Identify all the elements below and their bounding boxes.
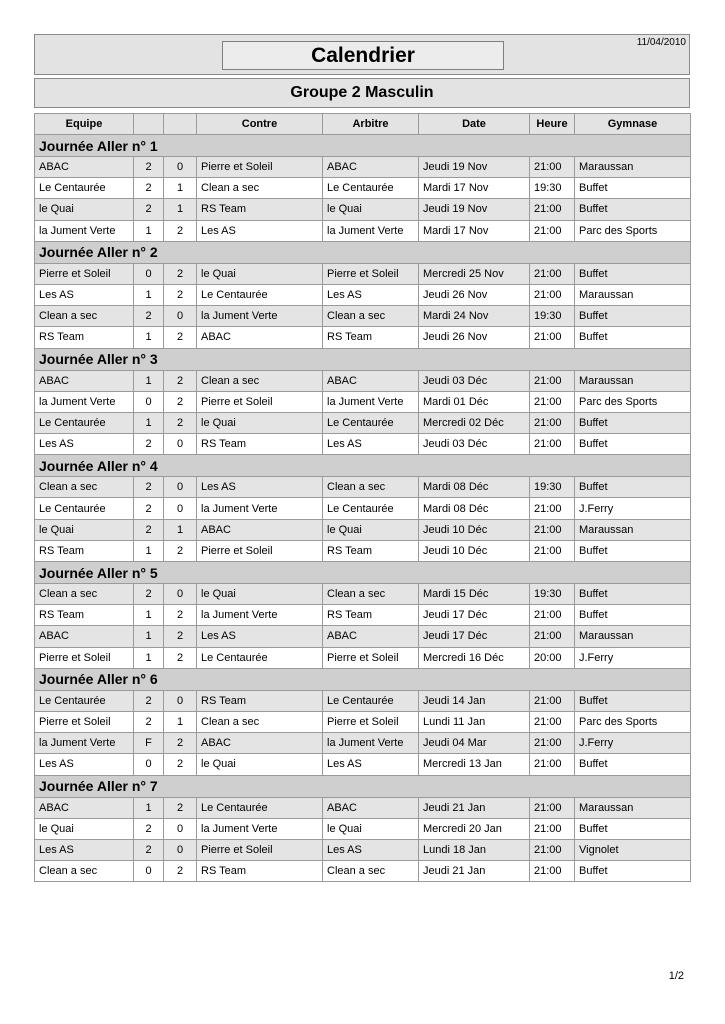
contre-cell: Les AS (197, 477, 323, 498)
score-home-cell: 2 (134, 584, 164, 605)
date-cell: Jeudi 26 Nov (419, 284, 530, 305)
journee-title: Journée Aller n° 4 (35, 455, 691, 477)
table-row (35, 861, 691, 882)
table-row (35, 584, 691, 605)
equipe-cell: Les AS (35, 434, 134, 455)
col-header-date: Date (419, 114, 530, 135)
heure-cell: 21:00 (530, 733, 575, 754)
score-away-cell: 1 (164, 519, 197, 540)
gymnase-cell: Parc des Sports (575, 220, 691, 241)
score-home-cell: 2 (134, 306, 164, 327)
heure-cell: 21:00 (530, 412, 575, 433)
date-cell: Mardi 08 Déc (419, 477, 530, 498)
table-row (35, 626, 691, 647)
heure-cell: 21:00 (530, 391, 575, 412)
equipe-cell: Clean a sec (35, 306, 134, 327)
table-row (35, 754, 691, 775)
table-row (35, 178, 691, 199)
contre-cell: Clean a sec (197, 711, 323, 732)
heure-cell: 19:30 (530, 477, 575, 498)
date-cell: Mardi 01 Déc (419, 391, 530, 412)
equipe-cell: Les AS (35, 284, 134, 305)
gymnase-cell: Parc des Sports (575, 711, 691, 732)
contre-cell: la Jument Verte (197, 605, 323, 626)
heure-cell: 21:00 (530, 818, 575, 839)
arbitre-cell: la Jument Verte (323, 391, 419, 412)
score-home-cell: 2 (134, 839, 164, 860)
gymnase-cell: Buffet (575, 412, 691, 433)
table-row (35, 690, 691, 711)
table-row (35, 477, 691, 498)
score-home-cell: 1 (134, 284, 164, 305)
arbitre-cell: Les AS (323, 754, 419, 775)
date-cell: Mercredi 13 Jan (419, 754, 530, 775)
contre-cell: la Jument Verte (197, 818, 323, 839)
arbitre-cell: ABAC (323, 370, 419, 391)
gymnase-cell: Buffet (575, 434, 691, 455)
heure-cell: 21:00 (530, 284, 575, 305)
contre-cell: RS Team (197, 861, 323, 882)
score-away-cell: 1 (164, 178, 197, 199)
arbitre-cell: Le Centaurée (323, 412, 419, 433)
date-cell: Jeudi 21 Jan (419, 861, 530, 882)
equipe-cell: ABAC (35, 370, 134, 391)
date-cell: Lundi 18 Jan (419, 839, 530, 860)
date-cell: Jeudi 17 Déc (419, 626, 530, 647)
date-cell: Mardi 17 Nov (419, 178, 530, 199)
score-home-cell: 2 (134, 199, 164, 220)
equipe-cell: Clean a sec (35, 477, 134, 498)
score-away-cell: 2 (164, 370, 197, 391)
score-home-cell: 2 (134, 711, 164, 732)
equipe-cell: ABAC (35, 797, 134, 818)
score-home-cell: 1 (134, 412, 164, 433)
score-home-cell: 2 (134, 477, 164, 498)
arbitre-cell: le Quai (323, 818, 419, 839)
contre-cell: le Quai (197, 754, 323, 775)
contre-cell: Clean a sec (197, 178, 323, 199)
table-row (35, 519, 691, 540)
arbitre-cell: Les AS (323, 434, 419, 455)
equipe-cell: Le Centaurée (35, 498, 134, 519)
date-cell: Jeudi 14 Jan (419, 690, 530, 711)
score-away-cell: 0 (164, 477, 197, 498)
group-title: Groupe 2 Masculin (34, 78, 690, 108)
gymnase-cell: Buffet (575, 306, 691, 327)
date-cell: Jeudi 03 Déc (419, 434, 530, 455)
heure-cell: 21:00 (530, 199, 575, 220)
gymnase-cell: Buffet (575, 605, 691, 626)
contre-cell: le Quai (197, 412, 323, 433)
contre-cell: Pierre et Soleil (197, 157, 323, 178)
gymnase-cell: Buffet (575, 540, 691, 561)
arbitre-cell: Pierre et Soleil (323, 711, 419, 732)
score-away-cell: 0 (164, 498, 197, 519)
score-away-cell: 2 (164, 754, 197, 775)
score-home-cell: 0 (134, 754, 164, 775)
score-away-cell: 2 (164, 797, 197, 818)
heure-cell: 21:00 (530, 754, 575, 775)
equipe-cell: le Quai (35, 818, 134, 839)
table-row (35, 797, 691, 818)
equipe-cell: Pierre et Soleil (35, 647, 134, 668)
score-home-cell: 0 (134, 263, 164, 284)
equipe-cell: Les AS (35, 839, 134, 860)
gymnase-cell: Buffet (575, 199, 691, 220)
gymnase-cell: Buffet (575, 477, 691, 498)
contre-cell: Clean a sec (197, 370, 323, 391)
score-away-cell: 2 (164, 733, 197, 754)
col-header-contre: Contre (197, 114, 323, 135)
table-row (35, 306, 691, 327)
score-home-cell: 1 (134, 327, 164, 348)
contre-cell: la Jument Verte (197, 498, 323, 519)
score-away-cell: 1 (164, 711, 197, 732)
journee-title: Journée Aller n° 5 (35, 562, 691, 584)
gymnase-cell: Maraussan (575, 797, 691, 818)
score-home-cell: 2 (134, 519, 164, 540)
table-row (35, 839, 691, 860)
journee-header-row (35, 455, 691, 477)
heure-cell: 19:30 (530, 306, 575, 327)
score-home-cell: 0 (134, 861, 164, 882)
heure-cell: 21:00 (530, 839, 575, 860)
score-home-cell: 2 (134, 434, 164, 455)
arbitre-cell: Pierre et Soleil (323, 647, 419, 668)
date-cell: Jeudi 19 Nov (419, 199, 530, 220)
arbitre-cell: ABAC (323, 797, 419, 818)
date-cell: Jeudi 04 Mar (419, 733, 530, 754)
score-home-cell: 1 (134, 540, 164, 561)
score-away-cell: 2 (164, 540, 197, 561)
table-row (35, 647, 691, 668)
score-away-cell: 0 (164, 818, 197, 839)
equipe-cell: ABAC (35, 626, 134, 647)
journee-title: Journée Aller n° 6 (35, 668, 691, 690)
date-cell: Jeudi 10 Déc (419, 519, 530, 540)
score-home-cell: 1 (134, 605, 164, 626)
contre-cell: ABAC (197, 519, 323, 540)
date-cell: Mercredi 16 Déc (419, 647, 530, 668)
journee-header-row (35, 562, 691, 584)
date-cell: Jeudi 17 Déc (419, 605, 530, 626)
contre-cell: ABAC (197, 733, 323, 754)
journee-header-row (35, 241, 691, 263)
gymnase-cell: Buffet (575, 584, 691, 605)
schedule-table (34, 113, 691, 882)
col-header-equipe: Equipe (35, 114, 134, 135)
journee-header-row (35, 135, 691, 157)
journee-header-row (35, 668, 691, 690)
gymnase-cell: Maraussan (575, 157, 691, 178)
heure-cell: 21:00 (530, 519, 575, 540)
score-away-cell: 0 (164, 584, 197, 605)
contre-cell: le Quai (197, 584, 323, 605)
header-box (34, 34, 690, 75)
equipe-cell: Les AS (35, 754, 134, 775)
date-cell: Mardi 24 Nov (419, 306, 530, 327)
score-home-cell: 1 (134, 370, 164, 391)
arbitre-cell: Les AS (323, 839, 419, 860)
arbitre-cell: Le Centaurée (323, 690, 419, 711)
schedule-body (35, 135, 691, 882)
date-cell: Jeudi 26 Nov (419, 327, 530, 348)
score-away-cell: 2 (164, 263, 197, 284)
gymnase-cell: Maraussan (575, 370, 691, 391)
equipe-cell: le Quai (35, 199, 134, 220)
arbitre-cell: le Quai (323, 519, 419, 540)
col-header-heure: Heure (530, 114, 575, 135)
contre-cell: RS Team (197, 199, 323, 220)
date-cell: Jeudi 19 Nov (419, 157, 530, 178)
table-row (35, 284, 691, 305)
heure-cell: 21:00 (530, 498, 575, 519)
gymnase-cell: Buffet (575, 818, 691, 839)
contre-cell: Le Centaurée (197, 647, 323, 668)
arbitre-cell: Le Centaurée (323, 178, 419, 199)
contre-cell: RS Team (197, 690, 323, 711)
contre-cell: la Jument Verte (197, 306, 323, 327)
heure-cell: 21:00 (530, 626, 575, 647)
heure-cell: 21:00 (530, 605, 575, 626)
journee-title: Journée Aller n° 2 (35, 241, 691, 263)
table-row (35, 263, 691, 284)
equipe-cell: le Quai (35, 519, 134, 540)
arbitre-cell: Les AS (323, 284, 419, 305)
arbitre-cell: RS Team (323, 605, 419, 626)
heure-cell: 19:30 (530, 178, 575, 199)
heure-cell: 21:00 (530, 220, 575, 241)
score-away-cell: 2 (164, 220, 197, 241)
date-cell: Jeudi 21 Jan (419, 797, 530, 818)
col-header-gymnase: Gymnase (575, 114, 691, 135)
date-cell: Lundi 11 Jan (419, 711, 530, 732)
gymnase-cell: Parc des Sports (575, 391, 691, 412)
journee-header-row (35, 775, 691, 797)
gymnase-cell: Buffet (575, 754, 691, 775)
equipe-cell: ABAC (35, 157, 134, 178)
heure-cell: 21:00 (530, 327, 575, 348)
heure-cell: 21:00 (530, 540, 575, 561)
score-home-cell: 1 (134, 626, 164, 647)
score-home-cell: 2 (134, 690, 164, 711)
score-home-cell: 1 (134, 797, 164, 818)
journee-title: Journée Aller n° 3 (35, 348, 691, 370)
gymnase-cell: Maraussan (575, 519, 691, 540)
table-row (35, 157, 691, 178)
journee-title: Journée Aller n° 7 (35, 775, 691, 797)
gymnase-cell: Buffet (575, 690, 691, 711)
gymnase-cell: Buffet (575, 263, 691, 284)
table-row (35, 434, 691, 455)
heure-cell: 21:00 (530, 711, 575, 732)
contre-cell: RS Team (197, 434, 323, 455)
gymnase-cell: Buffet (575, 178, 691, 199)
score-away-cell: 2 (164, 391, 197, 412)
contre-cell: le Quai (197, 263, 323, 284)
print-date: 11/04/2010 (636, 37, 686, 48)
table-row (35, 220, 691, 241)
table-row (35, 327, 691, 348)
equipe-cell: la Jument Verte (35, 391, 134, 412)
score-home-cell: 2 (134, 157, 164, 178)
table-row (35, 412, 691, 433)
table-row (35, 391, 691, 412)
contre-cell: Le Centaurée (197, 797, 323, 818)
score-home-cell: 1 (134, 647, 164, 668)
gymnase-cell: Vignolet (575, 839, 691, 860)
score-home-cell: 1 (134, 220, 164, 241)
score-home-cell: 2 (134, 178, 164, 199)
table-row (35, 733, 691, 754)
journee-header-row (35, 348, 691, 370)
score-away-cell: 2 (164, 647, 197, 668)
arbitre-cell: la Jument Verte (323, 733, 419, 754)
score-away-cell: 0 (164, 839, 197, 860)
arbitre-cell: Clean a sec (323, 584, 419, 605)
arbitre-cell: RS Team (323, 327, 419, 348)
score-away-cell: 2 (164, 626, 197, 647)
score-away-cell: 0 (164, 157, 197, 178)
col-header-score-away (164, 114, 197, 135)
arbitre-cell: Clean a sec (323, 477, 419, 498)
gymnase-cell: Buffet (575, 861, 691, 882)
date-cell: Mardi 15 Déc (419, 584, 530, 605)
gymnase-cell: Maraussan (575, 626, 691, 647)
score-away-cell: 2 (164, 605, 197, 626)
date-cell: Mardi 08 Déc (419, 498, 530, 519)
contre-cell: Pierre et Soleil (197, 391, 323, 412)
journee-title: Journée Aller n° 1 (35, 135, 691, 157)
heure-cell: 21:00 (530, 797, 575, 818)
heure-cell: 21:00 (530, 263, 575, 284)
col-header-score-home (134, 114, 164, 135)
equipe-cell: Pierre et Soleil (35, 711, 134, 732)
arbitre-cell: Le Centaurée (323, 498, 419, 519)
arbitre-cell: RS Team (323, 540, 419, 561)
date-cell: Mercredi 02 Déc (419, 412, 530, 433)
contre-cell: Les AS (197, 626, 323, 647)
score-away-cell: 2 (164, 284, 197, 305)
arbitre-cell: ABAC (323, 157, 419, 178)
heure-cell: 21:00 (530, 370, 575, 391)
heure-cell: 21:00 (530, 690, 575, 711)
score-home-cell: 2 (134, 818, 164, 839)
arbitre-cell: la Jument Verte (323, 220, 419, 241)
gymnase-cell: Maraussan (575, 284, 691, 305)
contre-cell: Les AS (197, 220, 323, 241)
page-number: 1/2 (668, 970, 684, 982)
arbitre-cell: le Quai (323, 199, 419, 220)
contre-cell: Pierre et Soleil (197, 540, 323, 561)
heure-cell: 21:00 (530, 861, 575, 882)
score-home-cell: 0 (134, 391, 164, 412)
score-away-cell: 2 (164, 412, 197, 433)
table-row (35, 540, 691, 561)
table-row (35, 605, 691, 626)
heure-cell: 19:30 (530, 584, 575, 605)
table-row (35, 199, 691, 220)
score-away-cell: 2 (164, 327, 197, 348)
arbitre-cell: Clean a sec (323, 306, 419, 327)
arbitre-cell: Clean a sec (323, 861, 419, 882)
table-row (35, 711, 691, 732)
heure-cell: 21:00 (530, 157, 575, 178)
table-row (35, 370, 691, 391)
col-header-arbitre: Arbitre (323, 114, 419, 135)
equipe-cell: Pierre et Soleil (35, 263, 134, 284)
gymnase-cell: J.Ferry (575, 733, 691, 754)
arbitre-cell: ABAC (323, 626, 419, 647)
equipe-cell: RS Team (35, 605, 134, 626)
gymnase-cell: Buffet (575, 327, 691, 348)
date-cell: Mardi 17 Nov (419, 220, 530, 241)
date-cell: Jeudi 10 Déc (419, 540, 530, 561)
score-away-cell: 2 (164, 861, 197, 882)
contre-cell: Le Centaurée (197, 284, 323, 305)
equipe-cell: Le Centaurée (35, 178, 134, 199)
page-title: Calendrier (222, 41, 504, 70)
score-away-cell: 1 (164, 199, 197, 220)
table-row (35, 818, 691, 839)
date-cell: Jeudi 03 Déc (419, 370, 530, 391)
gymnase-cell: J.Ferry (575, 647, 691, 668)
score-away-cell: 0 (164, 306, 197, 327)
gymnase-cell: J.Ferry (575, 498, 691, 519)
arbitre-cell: Pierre et Soleil (323, 263, 419, 284)
equipe-cell: la Jument Verte (35, 220, 134, 241)
score-away-cell: 0 (164, 690, 197, 711)
table-header-row (35, 114, 691, 135)
equipe-cell: Le Centaurée (35, 412, 134, 433)
equipe-cell: RS Team (35, 540, 134, 561)
contre-cell: Pierre et Soleil (197, 839, 323, 860)
date-cell: Mercredi 25 Nov (419, 263, 530, 284)
heure-cell: 20:00 (530, 647, 575, 668)
date-cell: Mercredi 20 Jan (419, 818, 530, 839)
heure-cell: 21:00 (530, 434, 575, 455)
contre-cell: ABAC (197, 327, 323, 348)
equipe-cell: la Jument Verte (35, 733, 134, 754)
equipe-cell: Clean a sec (35, 584, 134, 605)
score-away-cell: 0 (164, 434, 197, 455)
score-home-cell: F (134, 733, 164, 754)
score-home-cell: 2 (134, 498, 164, 519)
equipe-cell: Clean a sec (35, 861, 134, 882)
equipe-cell: RS Team (35, 327, 134, 348)
equipe-cell: Le Centaurée (35, 690, 134, 711)
table-row (35, 498, 691, 519)
